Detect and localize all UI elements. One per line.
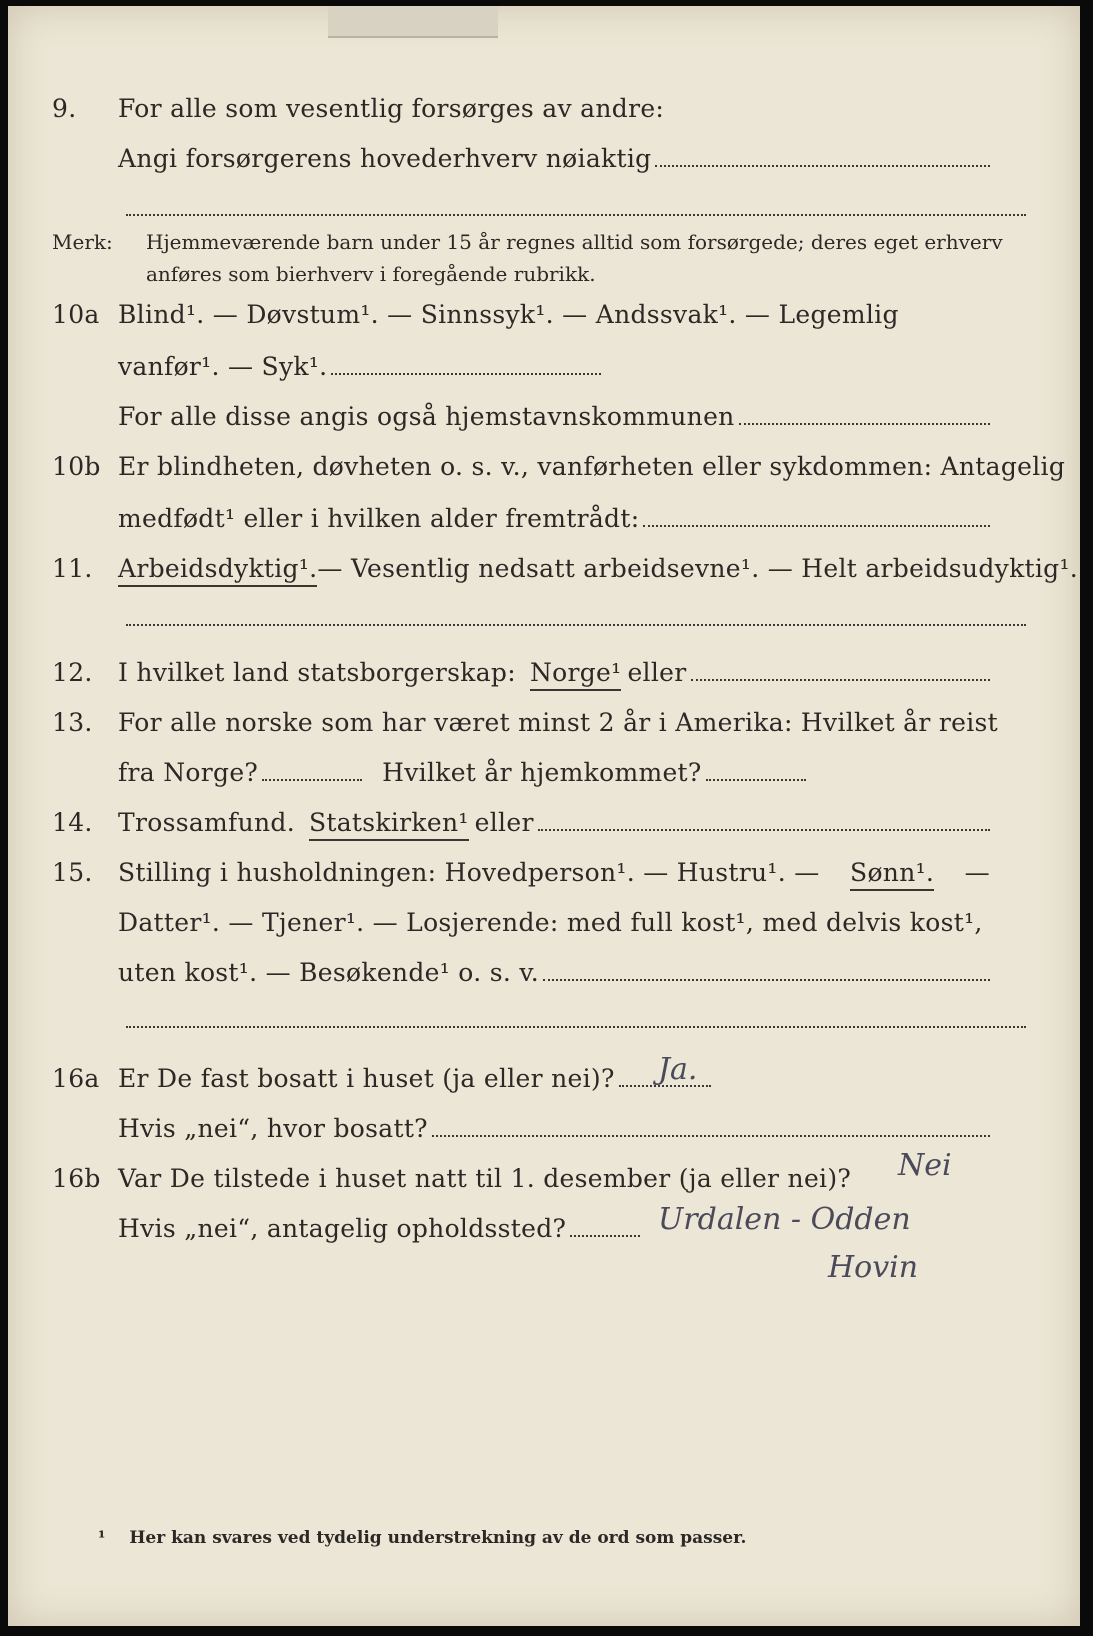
question-10a-line3 (8, 402, 1080, 442)
footnote (98, 1528, 746, 1548)
answer-line[interactable] (262, 759, 362, 781)
question-text: Hvis „nei“, hvor bosatt? (118, 1114, 428, 1143)
question-text: Hvis „nei“, antagelig opholdssted? (118, 1214, 567, 1243)
question-text: Hvilket år hjemkommet? (382, 758, 702, 787)
footnote-marker: ¹ (98, 1528, 106, 1548)
question-15 (8, 858, 1080, 898)
question-text: Trossamfund. (118, 808, 295, 837)
question-text: — (964, 858, 990, 887)
answer-line[interactable] (691, 659, 991, 681)
question-number: 10a (52, 300, 100, 329)
question-text: vanfør¹. — Syk¹. (118, 352, 328, 381)
question-text: Datter¹. — Tjener¹. — Losjerende: med full kost¹, med delvis kost¹, (118, 908, 983, 937)
question-text: Angi forsørgerens hovederhverv nøiaktig (118, 144, 652, 173)
question-14 (8, 808, 1080, 848)
question-text: Er blindheten, døvheten o. s. v., vanførheten eller sykdommen: Antagelig (118, 452, 1066, 481)
question-16b-line2 (8, 1214, 1080, 1254)
answer-line[interactable] (543, 959, 990, 981)
question-number: 12. (52, 658, 93, 687)
footnote-text: Her kan svares ved tydelig understrekning av de ord som passer. (129, 1528, 747, 1548)
handwritten-answer: Urdalen - Odden (658, 1202, 911, 1237)
answer-line[interactable] (432, 1115, 990, 1137)
question-13 (8, 708, 1080, 748)
question-12 (8, 658, 1080, 698)
question-number: 10b (52, 452, 101, 481)
census-form-page (8, 6, 1080, 1626)
question-13-line2 (8, 758, 1080, 798)
underlined-option: Norge¹ (530, 658, 622, 691)
question-text: For alle disse angis også hjemstavnskommunen (118, 402, 735, 431)
question-text: Var De tilstede i huset natt til 1. desember (ja eller nei)? (118, 1164, 852, 1193)
question-9 (8, 94, 1080, 134)
merk-note (52, 230, 113, 254)
answer-line[interactable] (739, 403, 990, 425)
question-text: fra Norge? (118, 758, 259, 787)
answer-line[interactable] (331, 353, 601, 375)
question-text: For alle norske som har været minst 2 år i Amerika: Hvilket år reist (118, 708, 999, 737)
question-9-line2 (8, 144, 1080, 184)
question-number: 11. (52, 554, 93, 583)
question-text: eller (627, 658, 687, 687)
question-text: eller (474, 808, 534, 837)
question-10a-line2 (8, 352, 1080, 392)
answer-line[interactable] (655, 145, 990, 167)
underlined-option: Sønn¹. (850, 858, 934, 891)
merk-label: Merk: (52, 230, 113, 254)
handwritten-answer: Ja. (658, 1052, 698, 1087)
answer-line[interactable] (643, 505, 990, 527)
underlined-option: Arbeidsdyktig¹. (118, 554, 317, 587)
question-11 (8, 554, 1080, 594)
merk-text-2: anføres som bierhverv i foregående rubrikk. (146, 262, 596, 286)
question-15-line2 (8, 908, 1080, 948)
underlined-option: Statskirken¹ (309, 808, 469, 841)
answer-line[interactable] (570, 1215, 640, 1237)
question-number: 14. (52, 808, 93, 837)
question-number: 9. (52, 94, 77, 123)
question-10b-line2 (8, 504, 1080, 544)
question-10b (8, 452, 1080, 492)
handwritten-answer: Nei (898, 1148, 952, 1183)
paper-tab (328, 6, 498, 38)
question-text: medfødt¹ eller i hvilken alder fremtrådt: (118, 504, 640, 533)
question-number: 15. (52, 858, 93, 887)
merk-text-1: Hjemmeværende barn under 15 år regnes alltid som forsørgede; deres eget erhverv (146, 230, 1003, 254)
handwritten-answer: Hovin (828, 1250, 919, 1285)
question-15-line3 (8, 958, 1080, 998)
question-text: uten kost¹. — Besøkende¹ o. s. v. (118, 958, 540, 987)
question-text: For alle som vesentlig forsørges av andre: (118, 94, 665, 123)
answer-line[interactable] (706, 759, 806, 781)
question-number: 13. (52, 708, 93, 737)
separator (126, 1026, 1026, 1028)
question-number: 16b (52, 1164, 101, 1193)
separator (126, 624, 1026, 626)
answer-line[interactable] (538, 809, 990, 831)
question-text: Er De fast bosatt i huset (ja eller nei)? (118, 1064, 615, 1093)
question-text: — Vesentlig nedsatt arbeidsevne¹. — Helt arbeidsudyktig¹. (317, 554, 1079, 583)
separator (126, 214, 1026, 216)
question-text: Blind¹. — Døvstum¹. — Sinnssyk¹. — Andssvak¹. — Legemlig (118, 300, 899, 329)
question-text: I hvilket land statsborgerskap: (118, 658, 516, 687)
question-text: Stilling i husholdningen: Hovedperson¹. — Hustru¹. — (118, 858, 820, 887)
question-10a (8, 300, 1080, 340)
question-number: 16a (52, 1064, 100, 1093)
question-16a (8, 1064, 1080, 1104)
